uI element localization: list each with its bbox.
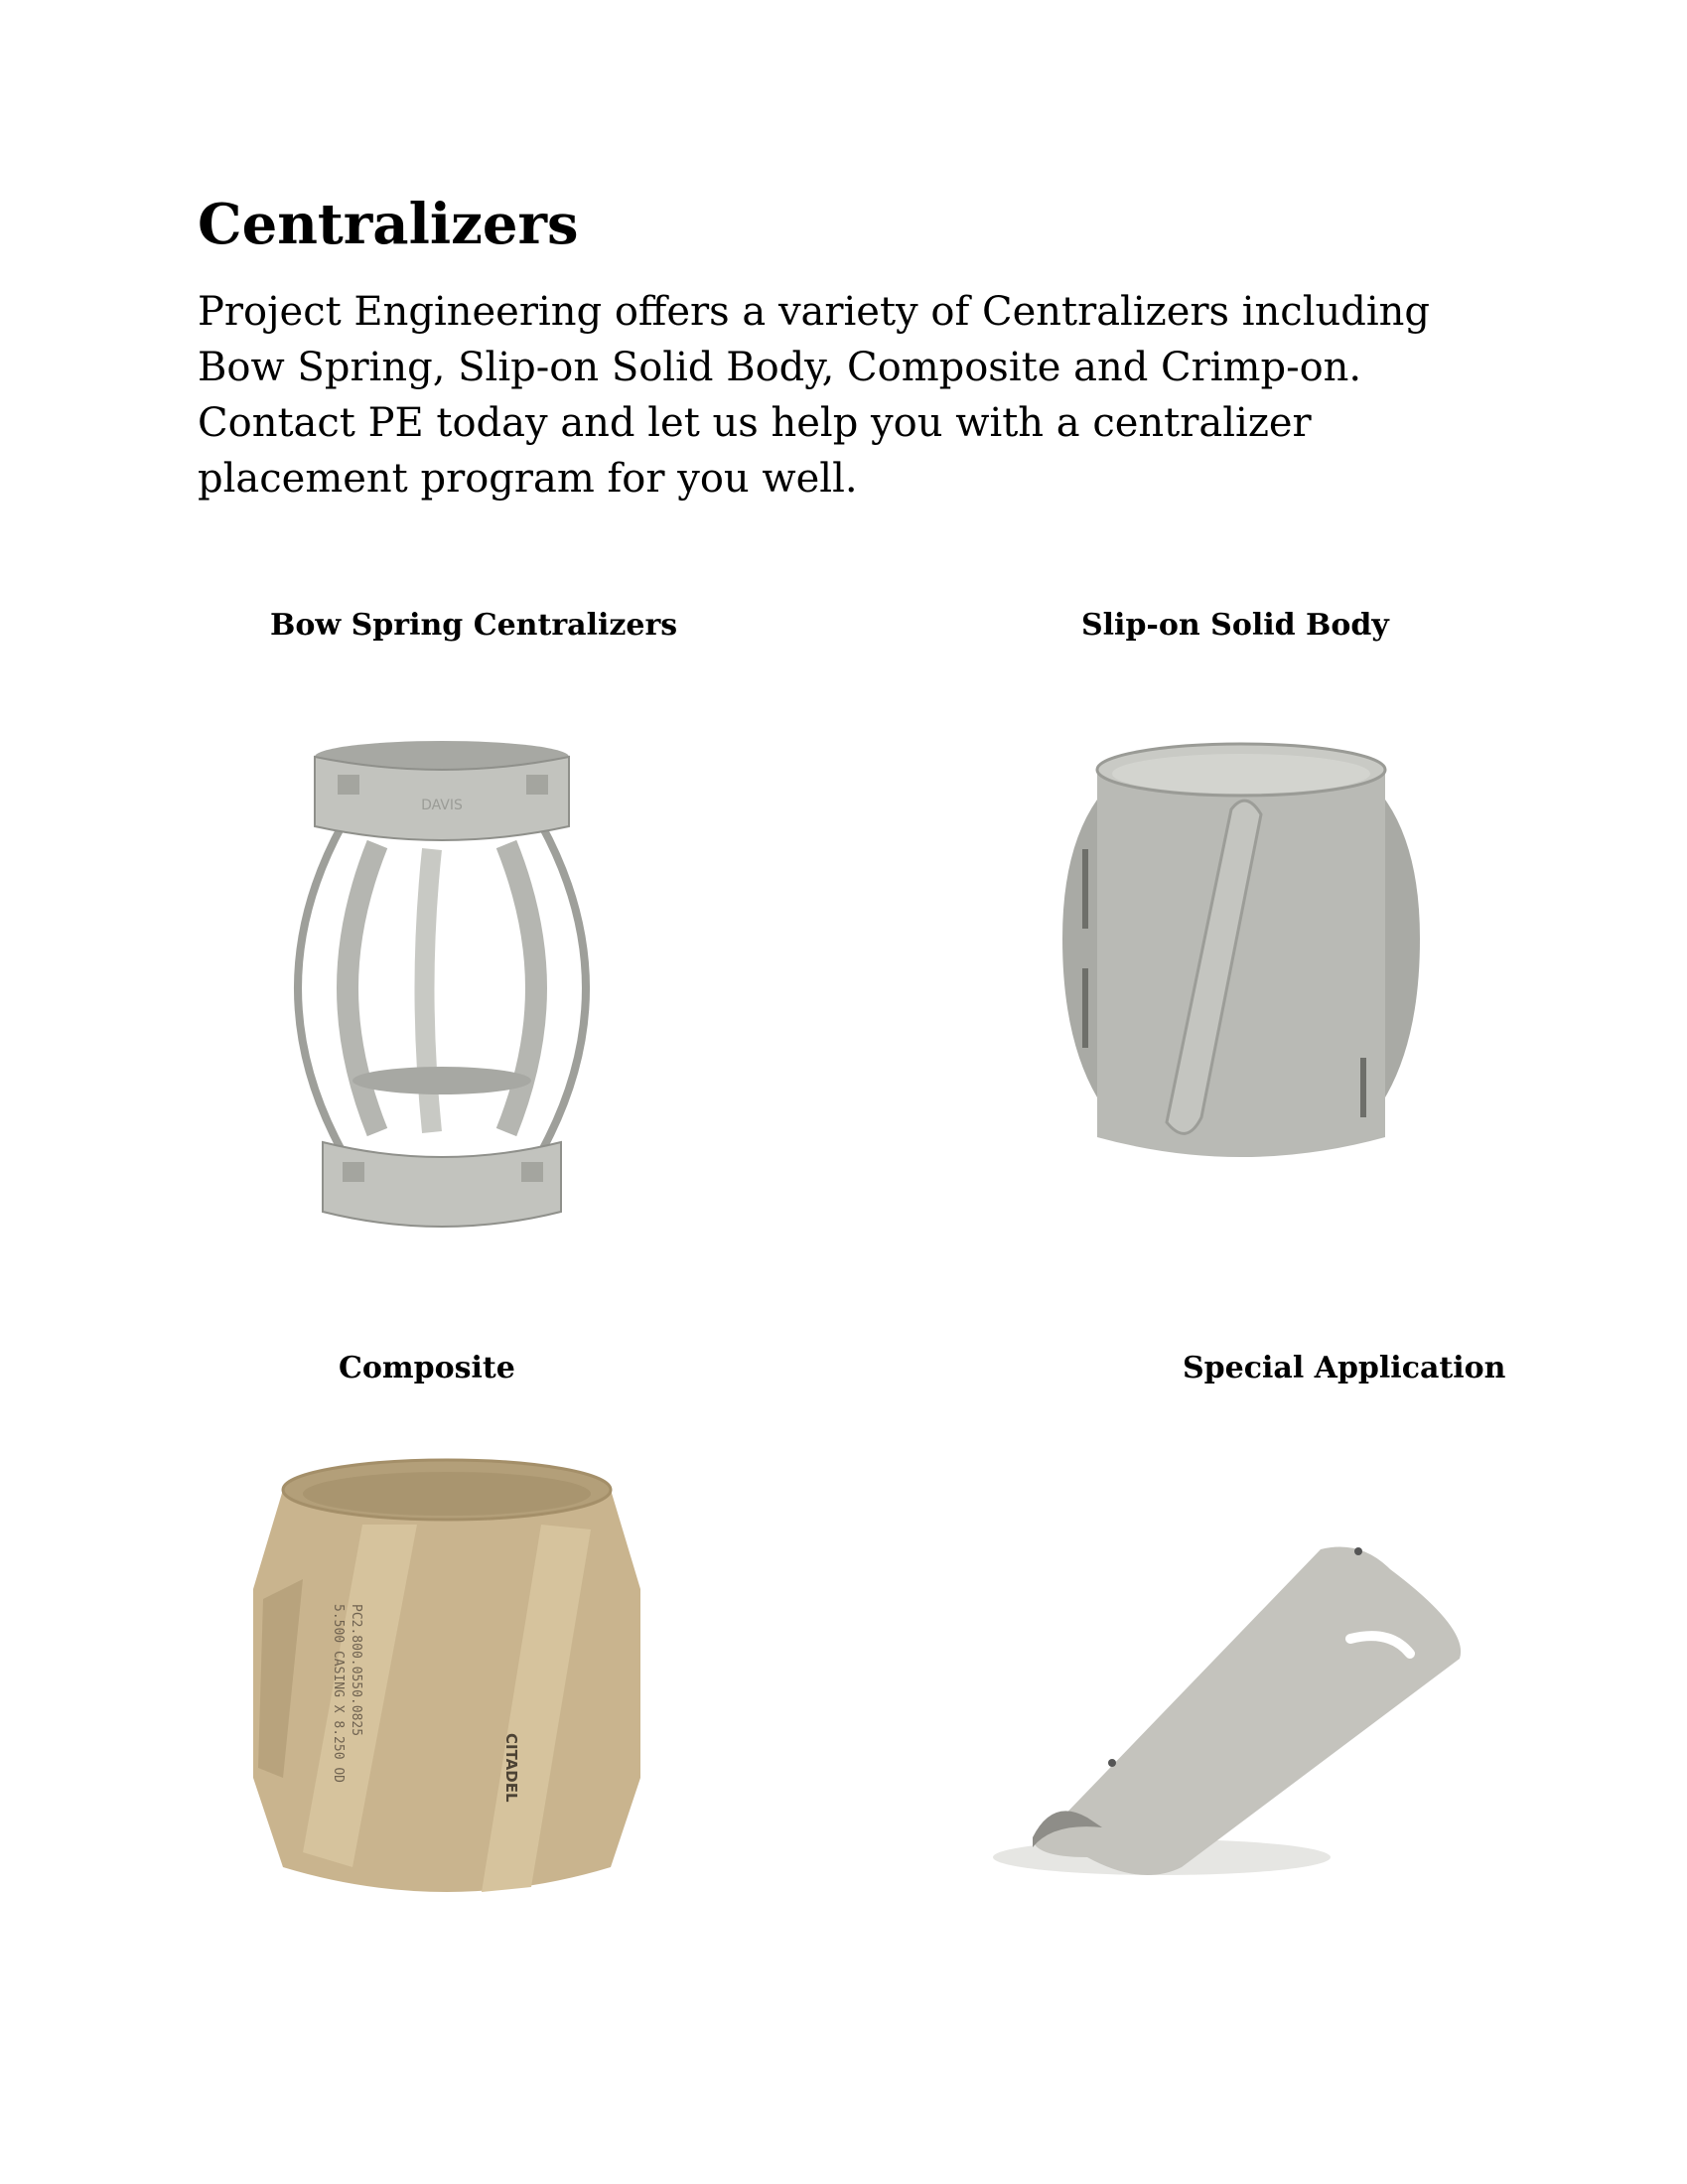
bow-spring-caption: Bow Spring Centralizers — [270, 608, 678, 643]
slip-on-solid-body-caption: Slip-on Solid Body — [1081, 608, 1389, 643]
intro-paragraph: Project Engineering offers a variety of Centralizers including Bow Spring, Slip-on Solid Body, Composite and Crimp-on. Contact PE today and let us help you with a centralizer placement program for you well. — [198, 289, 1431, 502]
bow-spring-stamp: DAVIS — [421, 798, 463, 813]
page-title: Centralizers — [198, 192, 579, 257]
citadel-logo: CITADEL — [502, 1733, 520, 1803]
special-application-caption: Special Application — [1183, 1351, 1506, 1385]
composite-caption: Composite — [339, 1351, 515, 1385]
composite-stamp-line-2: 5.500 CASING X 8.250 OD — [331, 1604, 346, 1784]
composite-centralizer-image — [243, 1450, 650, 1907]
composite-stamp-line-1: PC2.800.0550.0825 — [349, 1604, 363, 1737]
bow-spring-centralizer-image — [283, 735, 601, 1251]
slip-on-solid-body-image — [1053, 740, 1430, 1177]
special-application-image — [993, 1529, 1489, 1887]
